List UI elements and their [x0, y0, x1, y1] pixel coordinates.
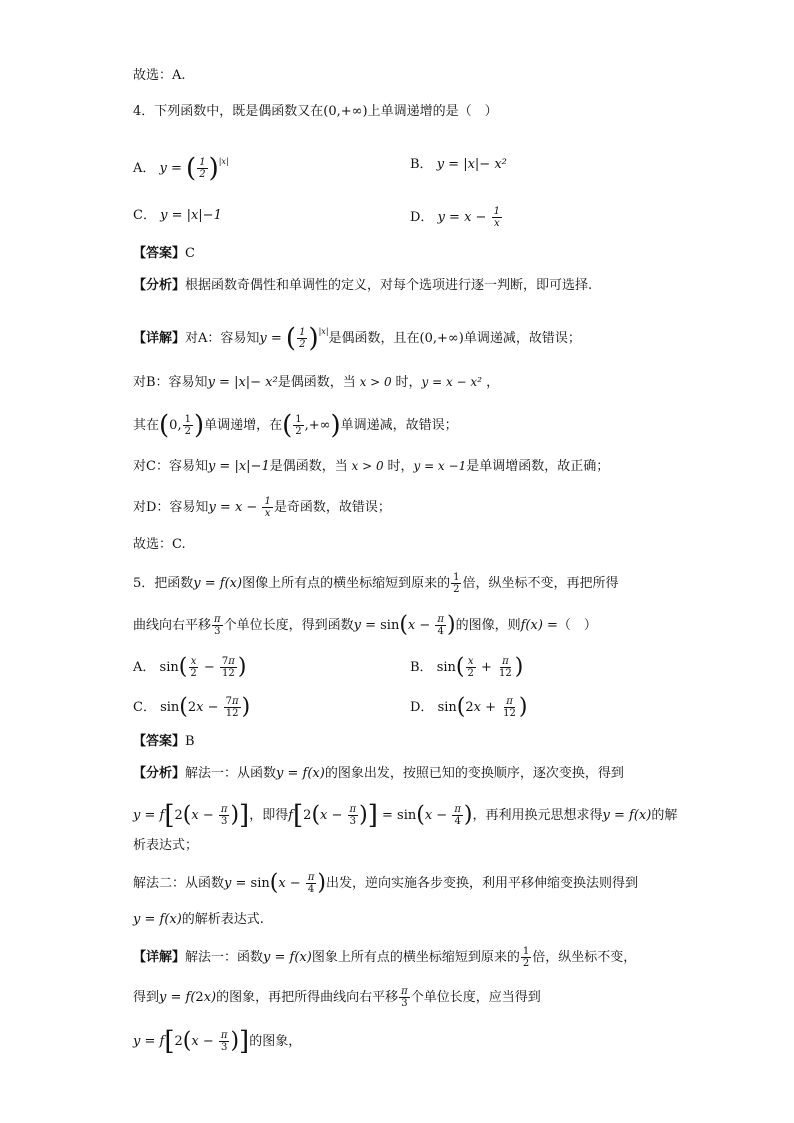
q5-answer: [133, 732, 195, 752]
q5-detail-expr: y = f[2(x − $\frac{\pi}{3}$ )]: [133, 1026, 250, 1057]
q5-stem-text2: 图像上所有点的横坐标缩短到原来的: [242, 576, 451, 591]
q5-stem2-text2: 个单位长度，得到函数: [223, 618, 354, 633]
q5-detail-3: [133, 1026, 302, 1057]
q4-detail-a-expr: y = ( $\frac{1}{2}$ )$^{|x|}$: [259, 323, 329, 354]
q5-analysis-text5: 的解: [651, 808, 678, 823]
q4-detail-d-expr: y = x − $\frac{1}{x}$: [208, 496, 271, 519]
q5-answer-tag: 【答案】: [133, 734, 186, 749]
q4-option-d: [410, 206, 503, 229]
q4-detail-a-interval: (0,+∞): [419, 331, 464, 346]
q4-detail-d-text: 对D：容易知: [133, 500, 209, 515]
q4-detail-b2: [133, 410, 458, 441]
q4-detail-c-text2: 是偶函数，当: [269, 459, 348, 474]
q5-option-c-label: C．: [133, 700, 156, 715]
q5-option-a-label: A．: [133, 660, 156, 675]
q4-detail-a-text3: 单调递减，故错误；: [463, 331, 581, 346]
q4-detail-b1: 对B：容易知y = |x|− x²是偶函数，当 x > 0 时，y = x − x² ，: [133, 375, 500, 390]
intro-line: [133, 66, 186, 86]
q5-analysis-text6: 析表达式；: [133, 838, 199, 853]
q4-detail-b2-interval1: (0, $\frac{1}{2}$ ): [159, 410, 205, 441]
q4-option-d-expr: y = x − $\frac{1}{x}$: [437, 206, 500, 229]
q5-detail-1: [133, 946, 636, 969]
q5-analysis-1: [133, 764, 624, 784]
q5-option-c-expr: sin(2x − $\frac{7\pi}{12}$ ): [160, 694, 251, 720]
q4-detail-b2-text: 其在: [133, 418, 160, 433]
q4-analysis-text: 根据函数奇偶性和单调性的定义，对每个选项进行逐一判断，即可选择.: [185, 278, 593, 293]
q4-detail-c-cond: x > 0: [347, 459, 388, 473]
q5-stem2-shift: $\frac{\pi}{3}$: [214, 614, 221, 637]
q4-detail-a-text: 对A：容易知: [185, 331, 260, 346]
q4-detail-b1-text3: 时，: [395, 375, 422, 390]
q4-detail-a-text2: 是偶函数，且在: [328, 331, 420, 346]
q5-stem2-target: y = sin(x − $\frac{\pi}{4}$ ): [353, 612, 456, 638]
q4-detail-c-expr: y = |x|−1: [207, 459, 270, 474]
q5-option-b: [410, 656, 523, 679]
q5-answer-value: B: [185, 734, 195, 749]
q5-stem-func: y = f(x): [193, 576, 243, 591]
q4-answer: [133, 244, 195, 264]
q4-detail-c-text4: 是单调增函数，故正确；: [466, 459, 610, 474]
q5-detail-func: y = f(x): [263, 950, 312, 965]
q4-option-a-label: A．: [133, 161, 156, 176]
q5-stem2-text3: 的图像，则: [455, 618, 521, 633]
q5-analysis-4: [133, 872, 638, 895]
q5-detail-text6: 个单位长度，应当得到: [410, 990, 541, 1005]
q4-detail-c: [133, 456, 609, 477]
q5-detail-2: [133, 986, 541, 1009]
q5-detail-shift: $\frac{\pi}{3}$: [401, 986, 408, 1009]
q4-answer-value: C: [185, 246, 195, 261]
q5-stem2-fx: f(x) =: [520, 618, 558, 633]
q5-detail-text2: 图象上所有点的横坐标缩短到原来的: [311, 950, 520, 965]
q5-detail-text3: 倍，纵坐标不变，: [532, 950, 637, 965]
q4-detail-c-text: 对C：容易知: [133, 459, 208, 474]
q4-option-a-expr: y = ( $\frac{1}{2}$ )$^{|x|}$: [159, 153, 229, 184]
q4-detail-b1-cond: x > 0: [355, 375, 396, 389]
q4-detail-c-text3: 时，: [387, 459, 414, 474]
q5-analysis-expr1: y = f[2(x − $\frac{\pi}{3}$ )]: [133, 800, 250, 831]
q5-stem-1: [133, 572, 618, 595]
q4-detail-b2-interval2: ( $\frac{1}{2}$ ,+∞): [282, 410, 341, 441]
q5-analysis-func2: y = f(x): [602, 808, 652, 823]
q5-analysis-expr3: y = sin(x − $\frac{\pi}{4}$ ): [224, 870, 326, 896]
q5-stem2-text: 曲线向右平移: [133, 618, 212, 633]
q4-detail-b1-text2: 是偶函数，当: [277, 375, 356, 390]
q5-detail-func2: y = f(2x): [159, 990, 217, 1005]
q5-option-d-label: D．: [410, 700, 434, 715]
q5-stem-2: [133, 614, 597, 637]
q4-detail-d: [133, 496, 391, 519]
q5-detail-text5: 的图象，再把所得曲线向右平移: [216, 990, 399, 1005]
q5-detail-text7: 的图象，: [249, 1034, 302, 1049]
q5-option-a: [133, 656, 246, 679]
q4-interval: (0,+∞): [323, 104, 368, 119]
q4-detail-d-text2: 是奇函数，故错误；: [273, 500, 391, 515]
q4-conclusion: [133, 535, 186, 555]
q4-option-a: [133, 152, 229, 184]
q4-option-c: [133, 206, 222, 226]
q4-detail-tag: 【详解】: [133, 331, 186, 346]
q4-stem-tail: 上单调递增的是（ ）: [367, 104, 498, 119]
q5-stem2-blank: （ ）: [557, 618, 597, 633]
q4-option-c-label: C．: [133, 208, 156, 223]
q5-analysis-func3: y = f(x): [133, 912, 182, 927]
q5-analysis-text3: ，即得: [249, 808, 289, 823]
q5-analysis-text8: 的解析表达式.: [181, 912, 264, 927]
q4-stem-text: 4．下列函数中，既是偶函数又在: [133, 104, 324, 119]
q5-analysis-5: [133, 910, 264, 930]
q4-analysis: [133, 276, 592, 296]
intro-text: 故选：A.: [133, 68, 186, 83]
q5-analysis-tag: 【分析】: [133, 766, 186, 781]
q4-detail-b1-expr2: y = x − x²: [421, 375, 482, 389]
q5-option-c: [133, 696, 250, 719]
q4-stem: [133, 102, 498, 122]
q5-stem-half: $\frac{1}{2}$: [453, 572, 460, 595]
q4-detail-b2-text2: 单调递增，在: [204, 418, 283, 433]
q4-conclusion-text: 故选：C.: [133, 537, 186, 552]
q4-option-d-label: D．: [410, 210, 434, 225]
q4-answer-tag: 【答案】: [133, 246, 186, 261]
q4-detail-c-expr2: y = x −1: [413, 459, 467, 473]
q5-option-b-label: B．: [410, 660, 433, 675]
q4-analysis-tag: 【分析】: [133, 278, 186, 293]
q5-option-b-expr: sin( $\frac{x}{2}$ + $\frac{\pi}{12}$ ): [436, 654, 524, 680]
q5-detail-text4: 得到: [133, 990, 160, 1005]
q5-detail-text: 解法一：函数: [185, 950, 264, 965]
q5-option-a-expr: sin( $\frac{x}{2}$ − $\frac{7\pi}{12}$ ): [159, 654, 247, 680]
q5-detail-half: $\frac{1}{2}$: [522, 946, 530, 969]
q4-detail-b1-text: 对B：容易知: [133, 375, 208, 390]
q5-analysis-text2: 的图象出发，按照已知的变换顺序，逐次变换，得到: [324, 766, 624, 781]
q5-analysis-2: [133, 800, 678, 831]
q4-option-b-label: B．: [410, 157, 433, 172]
q4-option-b-expr: y = |x|− x²: [436, 157, 507, 172]
q5-stem-text3: 倍，纵坐标不变，再把所得: [462, 576, 619, 591]
q5-stem-text: 5．把函数: [133, 576, 194, 591]
q5-analysis-method2: 解法二：从函数: [133, 876, 225, 891]
q5-analysis-func: y = f(x): [276, 766, 325, 781]
q4-option-c-expr: y = |x|−1: [160, 208, 222, 223]
q5-analysis-text: 解法一：从函数: [185, 766, 277, 781]
q4-detail-b1-expr: y = |x|− x²: [207, 375, 278, 390]
q5-analysis-expr2: f[2(x − $\frac{\pi}{3}$ )] = sin(x − $\frac{\pi}{4}$ ): [288, 800, 473, 831]
q4-detail-a: [133, 322, 581, 354]
q5-detail-tag: 【详解】: [133, 950, 186, 965]
q4-option-b: [410, 155, 507, 175]
q5-option-d: [410, 696, 527, 719]
q5-analysis-text7: 出发，逆向实施各步变换，利用平移伸缩变换法则得到: [326, 876, 639, 891]
q5-analysis-text4: ，再利用换元思想求得: [472, 808, 603, 823]
q5-analysis-3: [133, 836, 198, 856]
q4-detail-b2-text3: 单调递减，故错误；: [340, 418, 458, 433]
q5-option-d-expr: sin(2x + $\frac{\pi}{12}$ ): [437, 694, 528, 720]
